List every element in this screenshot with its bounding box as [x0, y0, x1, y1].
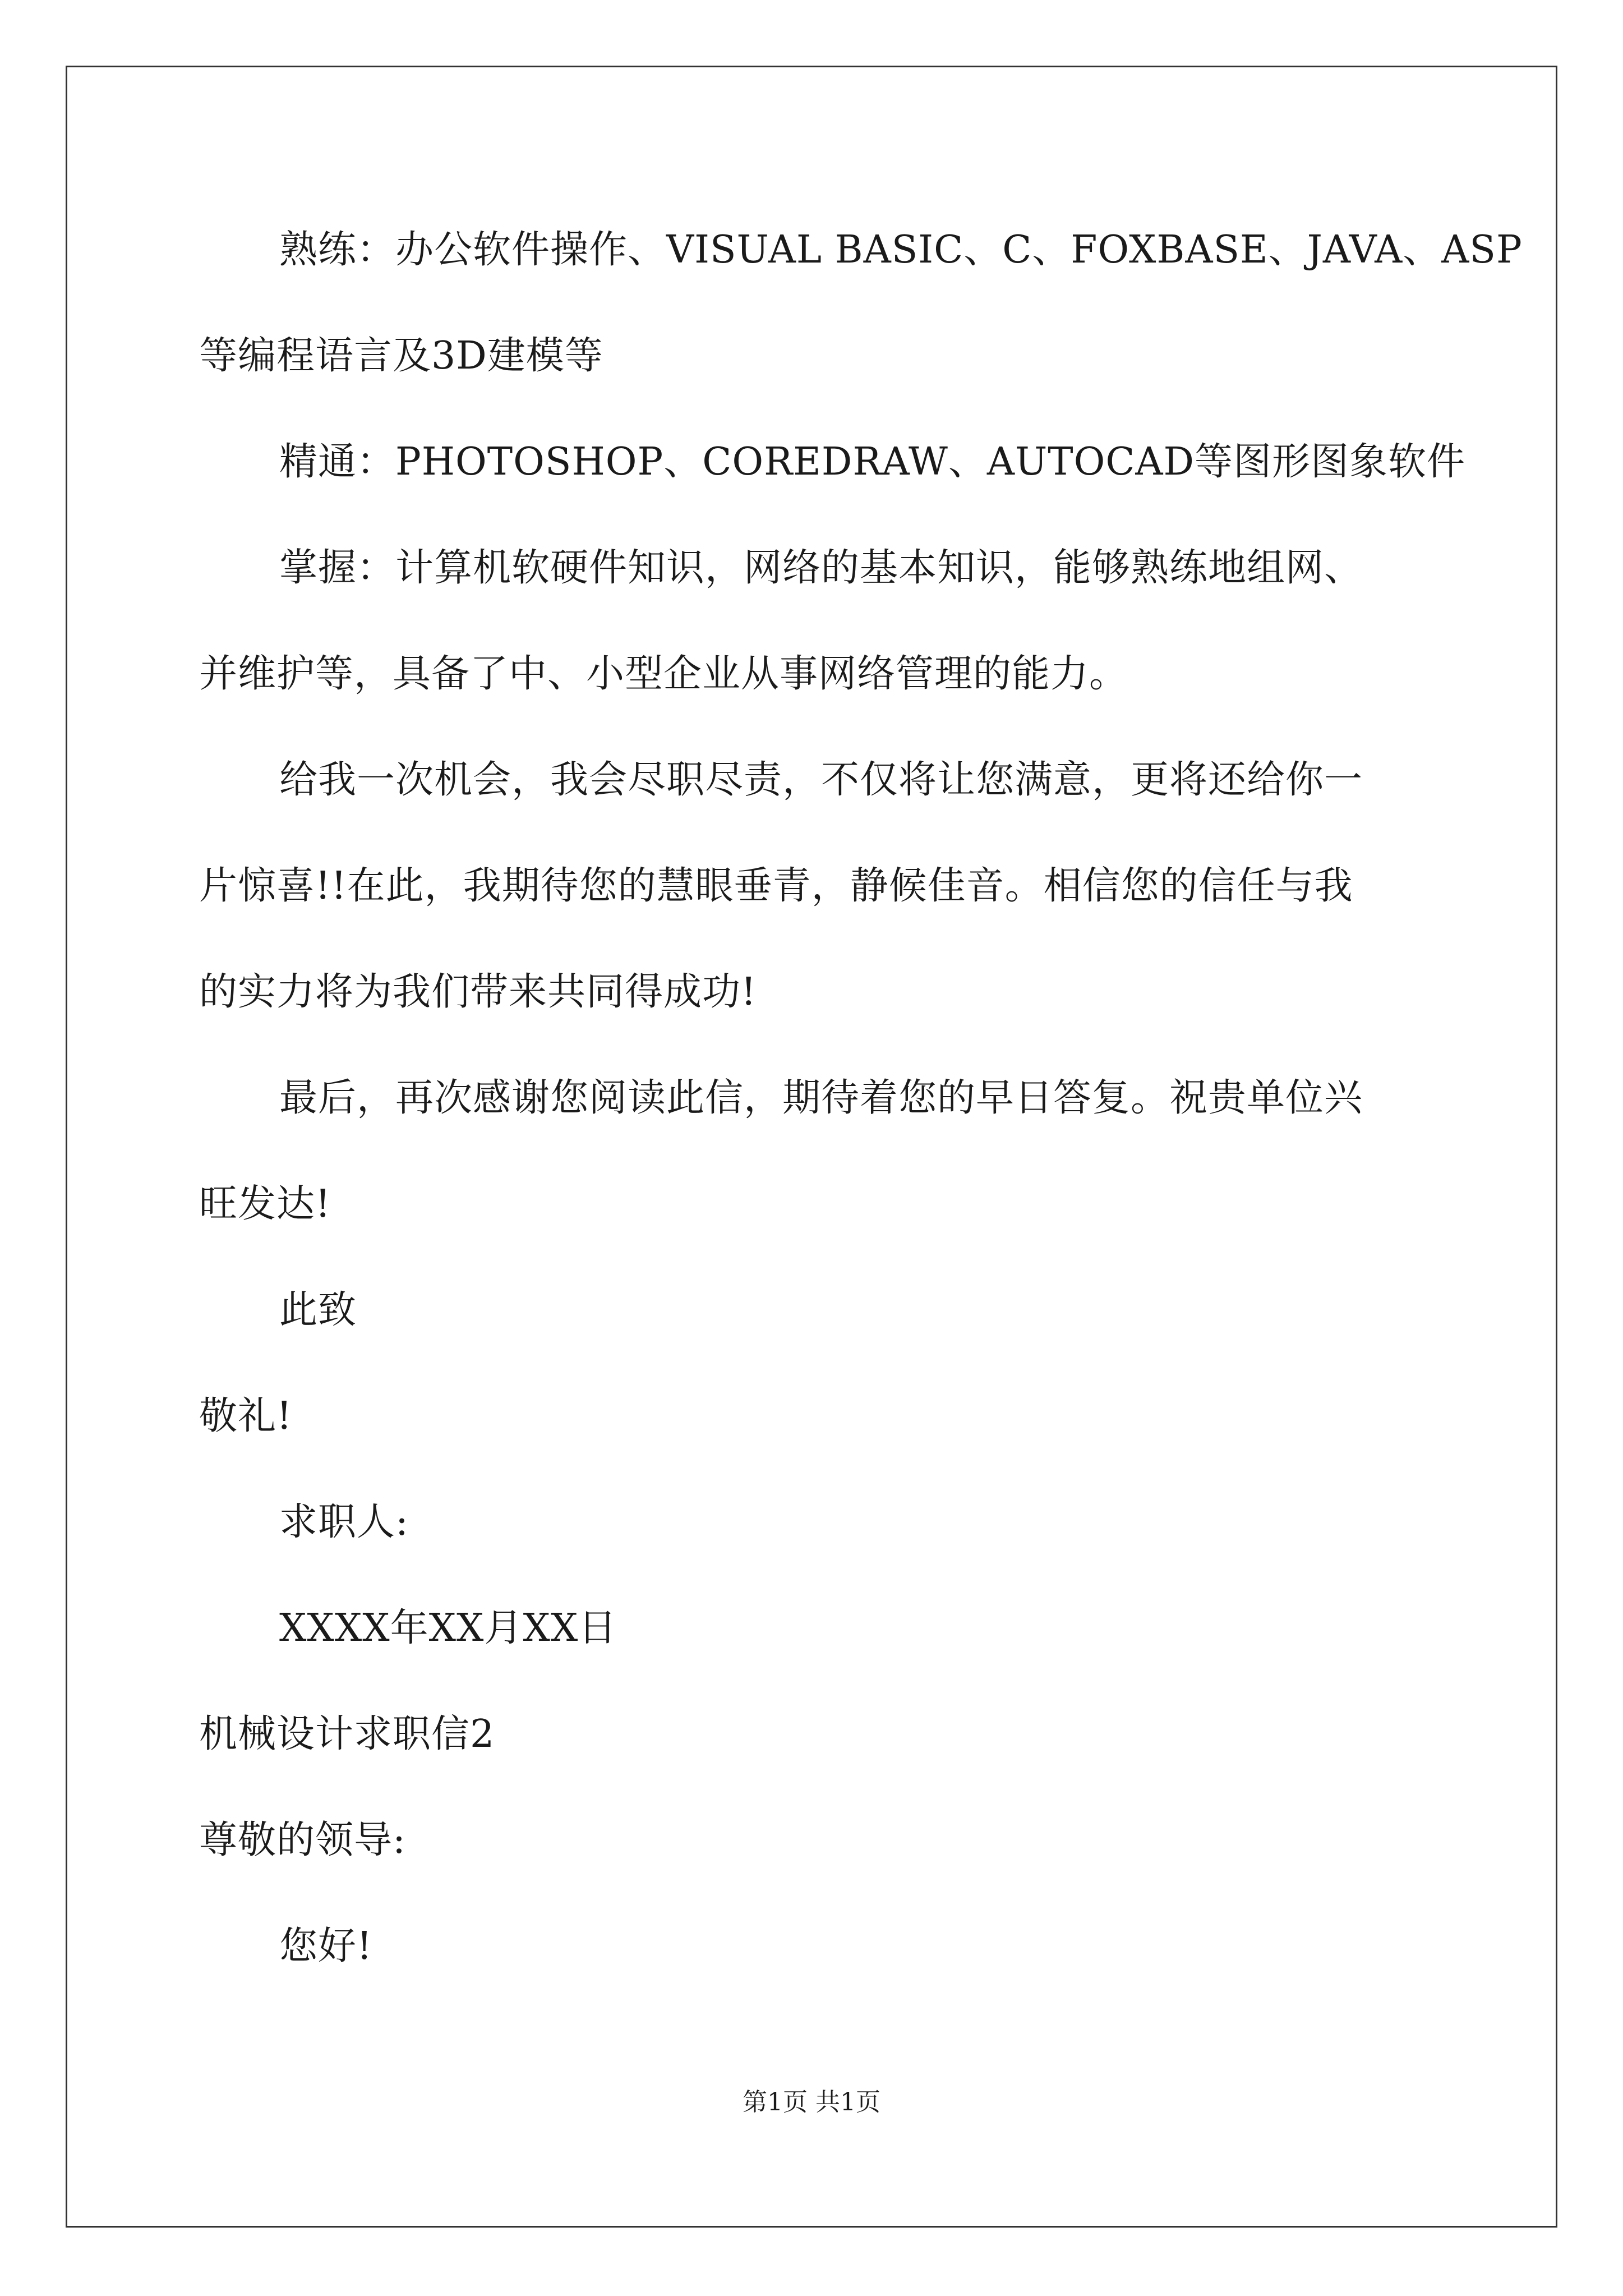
applicant-label: 求职人: — [279, 1500, 409, 1544]
paragraph-opportunity-line-2: 片惊喜!!在此，我期待您的慧眼垂青，静候佳音。相信您的信任与我 — [199, 864, 1353, 908]
salutation-jingli: 敬礼! — [199, 1394, 293, 1438]
paragraph-skills-proficient-line-2: 等编程语言及3D建模等 — [199, 334, 603, 378]
paragraph-closing-line-2: 旺发达! — [199, 1182, 331, 1226]
page-border — [66, 66, 1557, 2228]
letter-2-greeting: 尊敬的领导: — [199, 1818, 406, 1862]
paragraph-opportunity-line-3: 的实力将为我们带来共同得成功! — [199, 970, 757, 1014]
letter-2-hello: 您好! — [279, 1924, 373, 1968]
paragraph-skills-mastered-line-2: 并维护等，具备了中、小型企业从事网络管理的能力。 — [199, 652, 1128, 696]
salutation-cizhi: 此致 — [279, 1288, 357, 1332]
paragraph-skills-mastered-line-1: 掌握：计算机软硬件知识，网络的基本知识，能够熟练地组网、 — [279, 546, 1363, 590]
letter-date: XXXX年XX月XX日 — [279, 1606, 617, 1650]
page-footer: 第1页 共1页 — [743, 2088, 880, 2116]
paragraph-skills-proficient-line-1: 熟练：办公软件操作、VISUAL BASIC、C、FOXBASE、JAVA、ASP — [279, 228, 1523, 272]
paragraph-opportunity-line-1: 给我一次机会，我会尽职尽责，不仅将让您满意，更将还给你一 — [279, 758, 1363, 802]
letter-2-title: 机械设计求职信2 — [199, 1712, 495, 1756]
paragraph-closing-line-1: 最后，再次感谢您阅读此信，期待着您的早日答复。祝贵单位兴 — [279, 1076, 1363, 1120]
paragraph-skills-expert: 精通：PHOTOSHOP、COREDRAW、AUTOCAD等图形图象软件 — [279, 440, 1466, 484]
